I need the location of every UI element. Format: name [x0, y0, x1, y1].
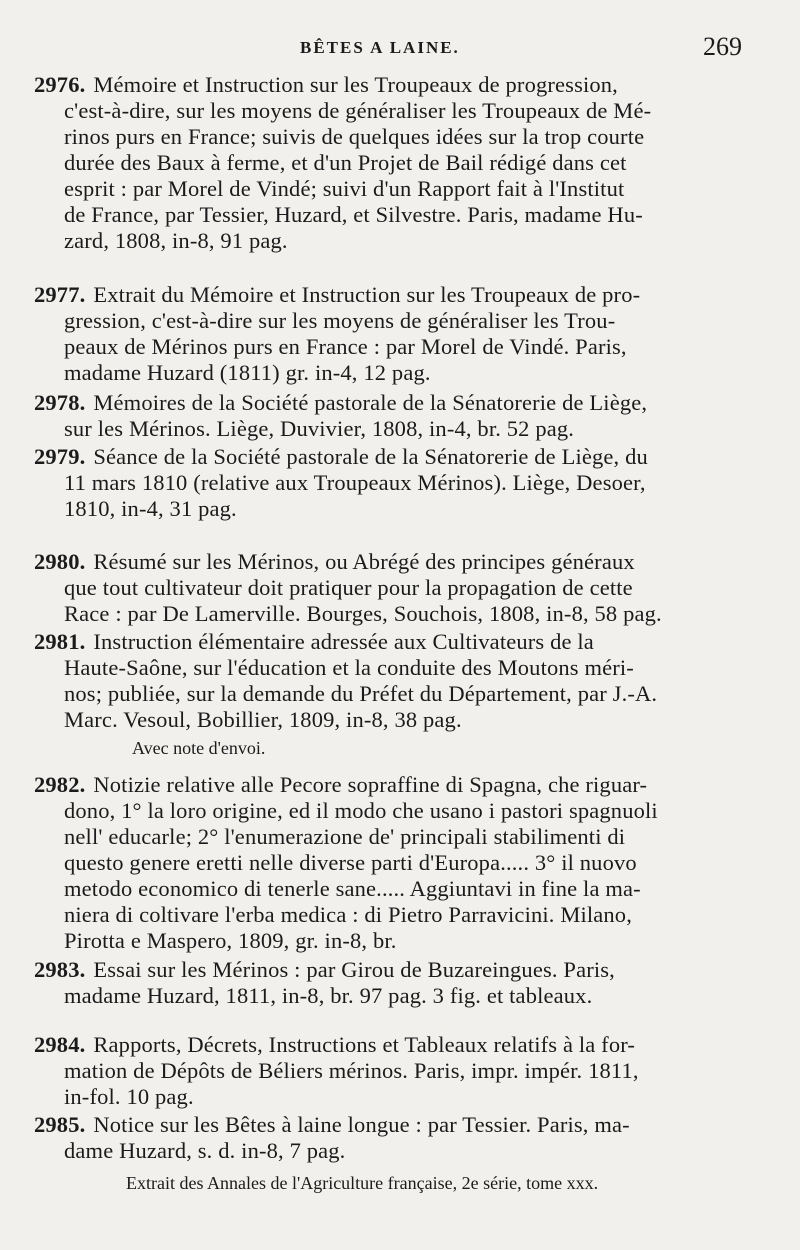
entry-text: 1810, in-4, 31 pag.: [64, 496, 237, 521]
entry-text: Résumé sur les Mérinos, ou Abrégé des principes généraux: [93, 549, 635, 574]
entry-text: madame Huzard (1811) gr. in-4, 12 pag.: [64, 360, 431, 385]
entry-line: [64, 575, 764, 601]
entry-text: peaux de Mérinos purs en France : par Morel de Vindé. Paris,: [64, 334, 627, 359]
entry-text: sur les Mérinos. Liège, Duvivier, 1808, in-4, br. 52 pag.: [64, 416, 575, 441]
entry-line: [64, 1058, 764, 1084]
entry-text: niera di coltivare l'erba medica : di Pietro Parravicini. Milano,: [64, 902, 632, 927]
entry-text: questo genere eretti nelle diverse parti d'Europa..... 3° il nuovo: [64, 850, 637, 875]
entry-number: 2982.: [34, 772, 86, 797]
entry-text: esprit : par Morel de Vindé; suivi d'un Rapport fait à l'Institut: [64, 176, 625, 201]
entry-line: [64, 360, 764, 386]
entry-line: [64, 798, 764, 824]
entry-text: mation de Dépôts de Béliers mérinos. Paris, impr. impér. 1811,: [64, 1058, 639, 1083]
entry-line: [64, 681, 764, 707]
page-header: [0, 32, 800, 72]
entry-text: gression, c'est-à-dire sur les moyens de généraliser les Trou-: [64, 308, 616, 333]
entry-text: dono, 1° la loro origine, ed il modo che usano i pastori spagnuoli: [64, 798, 658, 823]
entry-text: Mémoire et Instruction sur les Troupeaux de progression,: [93, 72, 618, 97]
entry-line: [64, 1084, 764, 1110]
entry-line: [64, 983, 764, 1009]
entry-text: madame Huzard, 1811, in-8, br. 97 pag. 3 fig. et tableaux.: [64, 983, 593, 1008]
entry-text: Instruction élémentaire adressée aux Cultivateurs de la: [93, 629, 594, 654]
entry-text: Séance de la Société pastorale de la Sénatorerie de Liège, du: [93, 444, 648, 469]
entry-line: [64, 824, 764, 850]
entry-text: rinos purs en France; suivis de quelques idées sur la trop courte: [64, 124, 645, 149]
entry-number: 2976.: [34, 72, 86, 97]
entry-line: [64, 902, 764, 928]
entry-line: [64, 202, 764, 228]
entry-line: [64, 334, 764, 360]
entry-line: [64, 601, 764, 627]
entry-number: 2979.: [34, 444, 86, 469]
entry-line: [34, 1112, 764, 1138]
entry-line: [64, 850, 764, 876]
entry-text: Notice sur les Bêtes à laine longue : par Tessier. Paris, ma-: [93, 1112, 630, 1137]
entry-text: Notizie relative alle Pecore sopraffine di Spagna, che riguar-: [93, 772, 648, 797]
entry-line: [64, 228, 764, 254]
entry-text: Extrait du Mémoire et Instruction sur les Troupeaux de pro-: [93, 282, 641, 307]
entry-line: [64, 150, 764, 176]
entry-line: [34, 72, 764, 98]
entry-number: 2983.: [34, 957, 86, 982]
entry-line: [34, 549, 764, 575]
entry-number: 2981.: [34, 629, 86, 654]
running-title: BÊTES A LAINE.: [300, 38, 460, 57]
entry-line: [64, 124, 764, 150]
entry-number: 2977.: [34, 282, 86, 307]
entry-line: [34, 629, 764, 655]
entry-line: [64, 655, 764, 681]
entry-line: [64, 176, 764, 202]
entry-number: 2980.: [34, 549, 86, 574]
entry-line: [34, 444, 764, 470]
entry-text: Haute-Saône, sur l'éducation et la conduite des Moutons méri-: [64, 655, 634, 680]
entry-line: [64, 707, 764, 733]
entry-line: [64, 470, 764, 496]
entry-text: zard, 1808, in-8, 91 pag.: [64, 228, 288, 253]
entry-line: [34, 1032, 764, 1058]
entry-line: [64, 308, 764, 334]
entry-note: Extrait des Annales de l'Agriculture française, 2e série, tome xxx.: [126, 1173, 599, 1193]
entry-text: c'est-à-dire, sur les moyens de généraliser les Troupeaux de Mé-: [64, 98, 652, 123]
entry-line: [64, 496, 764, 522]
page-number: 269: [703, 32, 742, 61]
entry-line: [34, 957, 764, 983]
entry-number: 2985.: [34, 1112, 86, 1137]
entry-text: 11 mars 1810 (relative aux Troupeaux Mérinos). Liège, Desoer,: [64, 470, 646, 495]
entry-number: 2984.: [34, 1032, 86, 1057]
entry-text: nos; publiée, sur la demande du Préfet du Département, par J.-A.: [64, 681, 658, 706]
entry-text: Essai sur les Mérinos : par Girou de Buzareingues. Paris,: [93, 957, 615, 982]
entry-line: [34, 772, 764, 798]
entry-line: [64, 416, 764, 442]
entry-line: [34, 390, 764, 416]
entry-text: durée des Baux à ferme, et d'un Projet de Bail rédigé dans cet: [64, 150, 627, 175]
entry-line: [64, 98, 764, 124]
entry-text: que tout cultivateur doit pratiquer pour la propagation de cette: [64, 575, 633, 600]
entry-line: [64, 928, 764, 954]
entry-line: [64, 876, 764, 902]
entry-text: Rapports, Décrets, Instructions et Tableaux relatifs à la for-: [93, 1032, 636, 1057]
entry-line: [64, 1138, 764, 1164]
entry-note: Avec note d'envoi.: [132, 738, 266, 758]
entry-line: [34, 282, 764, 308]
entry-text: Race : par De Lamerville. Bourges, Souchois, 1808, in-8, 58 pag.: [64, 601, 662, 626]
entry-number: 2978.: [34, 390, 86, 415]
entry-text: metodo economico di tenerle sane..... Aggiuntavi in fine la ma-: [64, 876, 641, 901]
entry-text: in-fol. 10 pag.: [64, 1084, 194, 1109]
entry-text: Mémoires de la Société pastorale de la Sénatorerie de Liège,: [93, 390, 648, 415]
entry-text: dame Huzard, s. d. in-8, 7 pag.: [64, 1138, 346, 1163]
entry-text: de France, par Tessier, Huzard, et Silvestre. Paris, madame Hu-: [64, 202, 643, 227]
entry-text: nell' educarle; 2° l'enumerazione de' principali stabilimenti di: [64, 824, 626, 849]
entry-text: Marc. Vesoul, Bobillier, 1809, in-8, 38 pag.: [64, 707, 462, 732]
entry-text: Pirotta e Maspero, 1809, gr. in-8, br.: [64, 928, 397, 953]
